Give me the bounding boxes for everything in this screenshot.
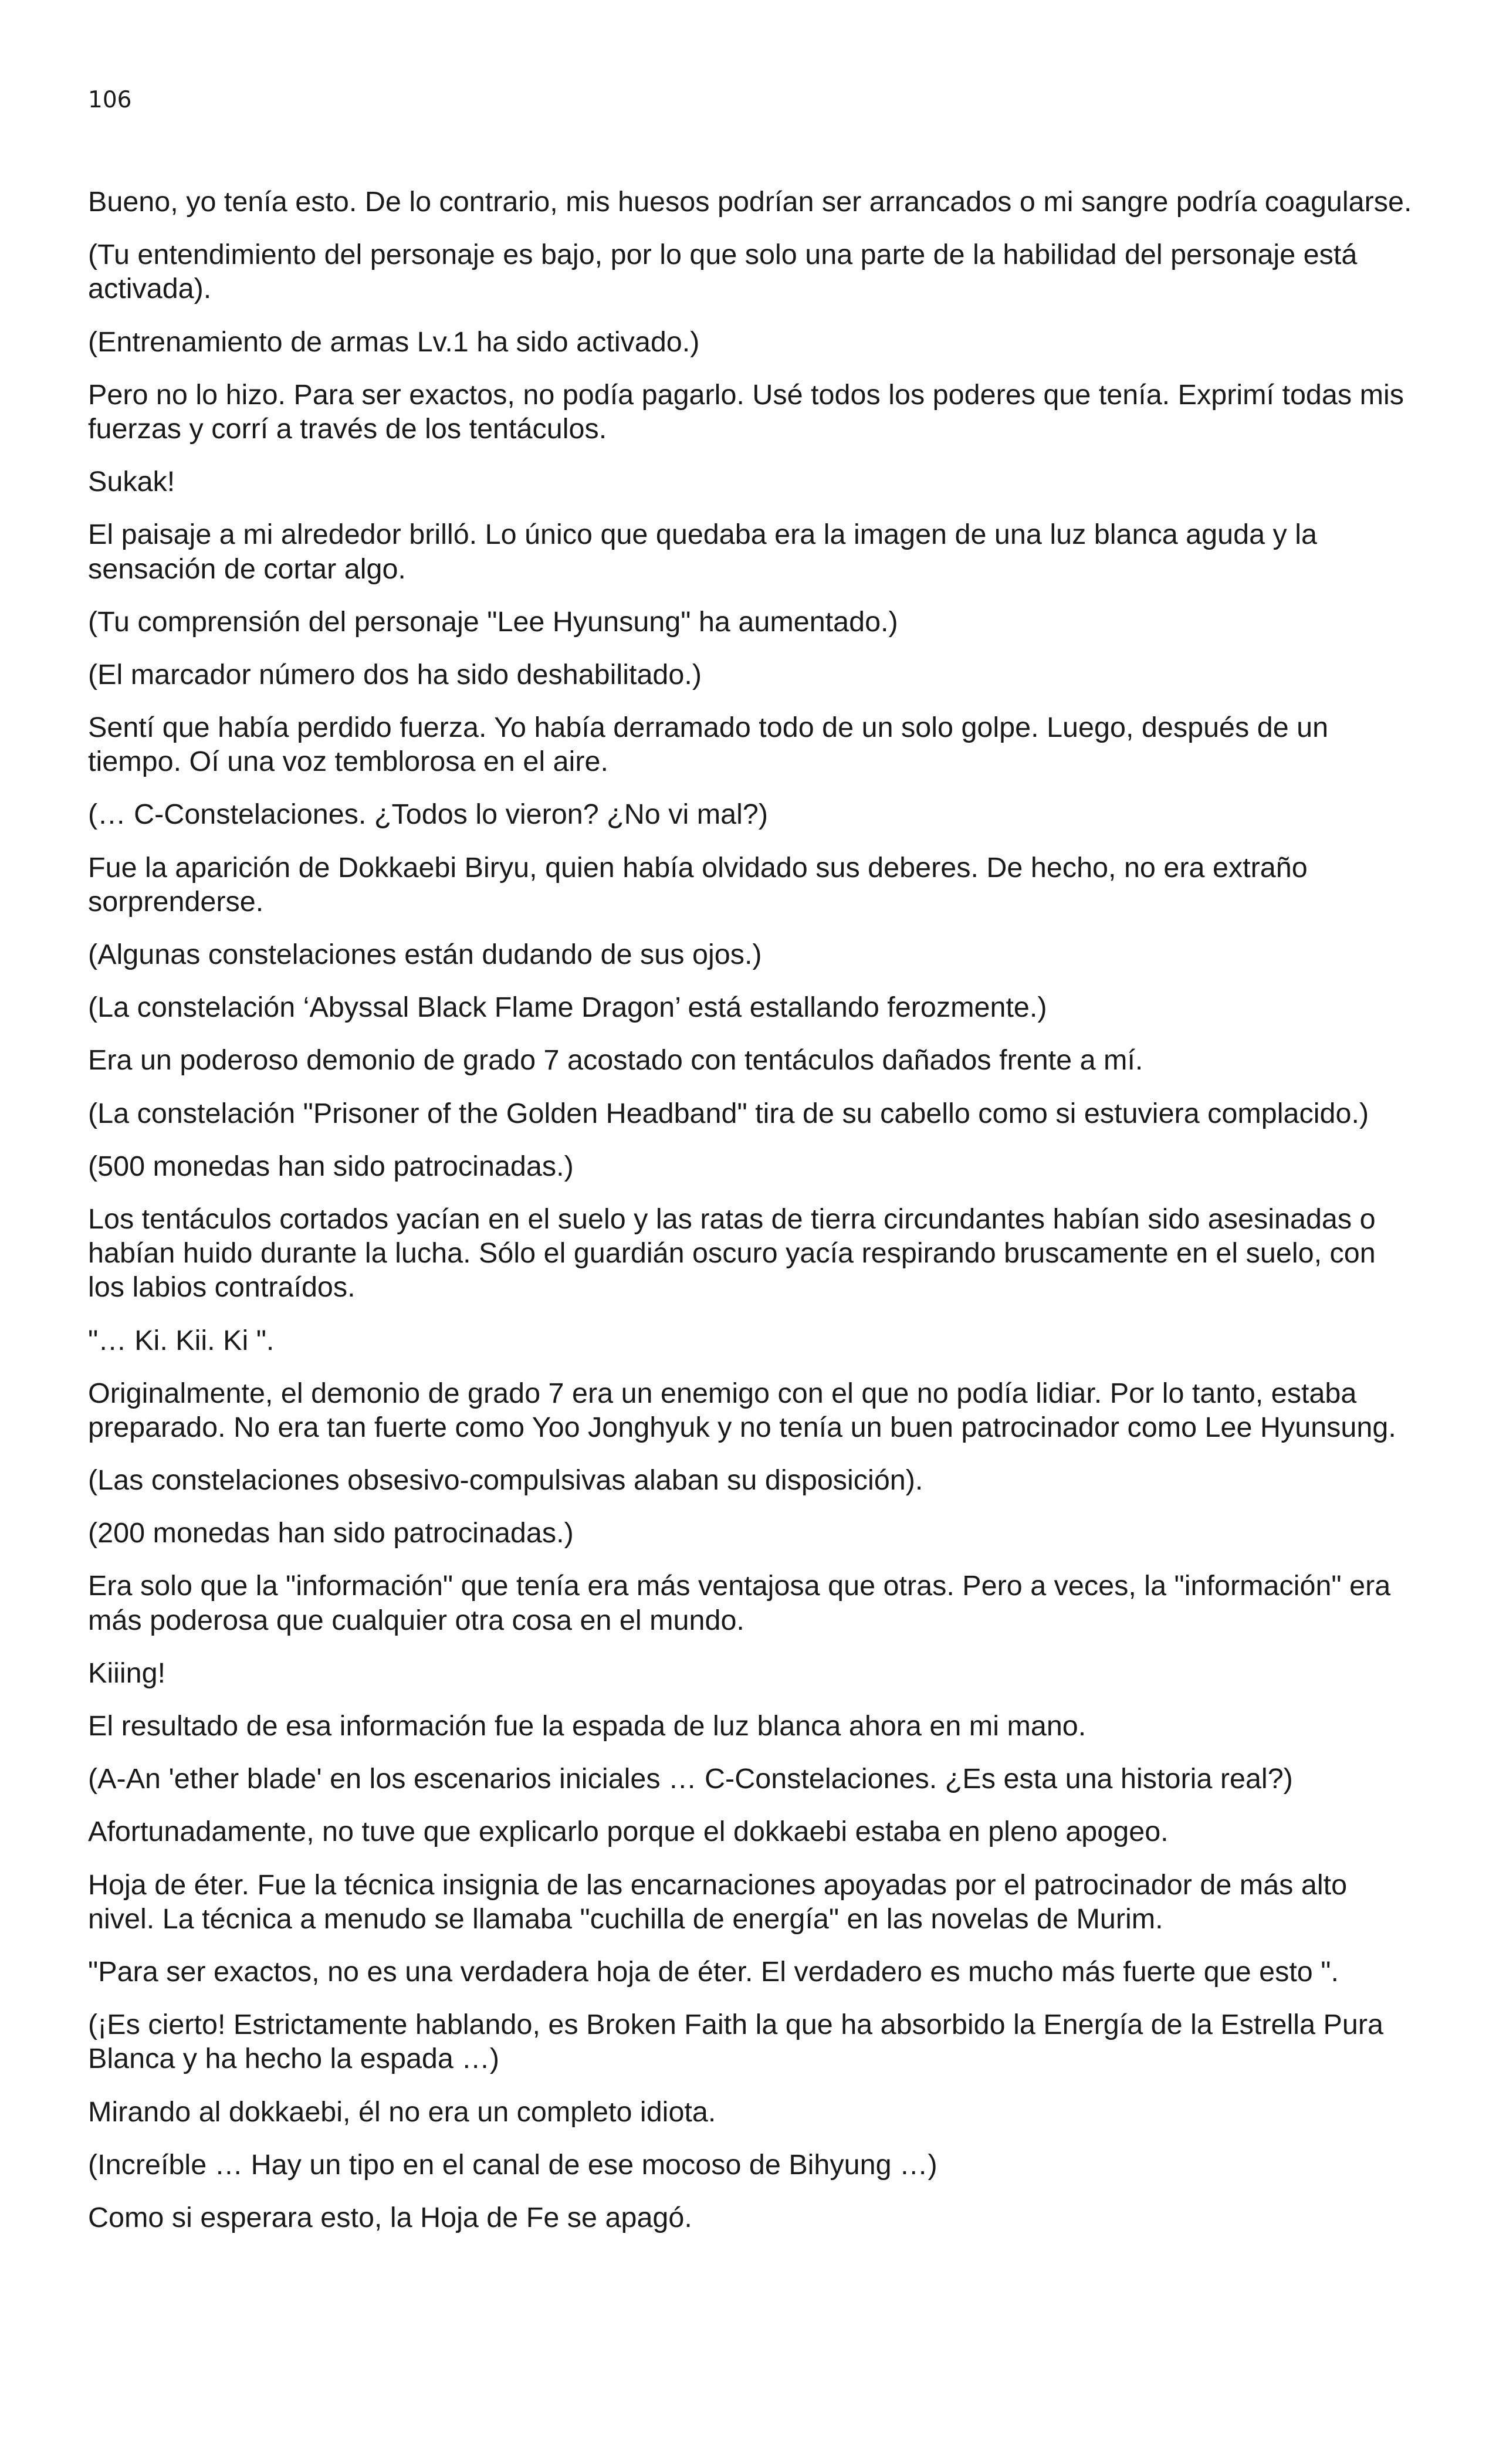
page-body [88,185,1417,2253]
page-number: 106 [88,87,132,113]
paragraph: Sukak! [88,466,175,498]
paragraph: Bueno, yo tenía esto. De lo contrario, mis huesos podrían ser arrancados o mi sangre podría coagularse. [88,186,1412,218]
paragraph: Originalmente, el demonio de grado 7 era un enemigo con el que no podía lidiar. Por lo tanto, estaba preparado. No era tan fuerte como Yoo Jonghyuk y no tenía un buen patrocinador como Lee Hyunsung. [88,1377,1396,1443]
paragraph: (Las constelaciones obsesivo-compulsivas alaban su disposición). [88,1464,923,1497]
paragraph: Fue la aparición de Dokkaebi Biryu, quien había olvidado sus deberes. De hecho, no era extraño sorprenderse. [88,851,1308,918]
paragraph: Era solo que la "información" que tenía era más ventajosa que otras. Pero a veces, la "información" era más poderosa que cualquier otra cosa en el mundo. [88,1570,1391,1636]
paragraph: "Para ser exactos, no es una verdadera hoja de éter. El verdadero es mucho más fuerte que esto ". [88,1955,1339,1988]
paragraph: Sentí que había perdido fuerza. Yo había derramado todo de un solo golpe. Luego, después de un tiempo. Oí una voz temblorosa en el aire. [88,712,1329,778]
paragraph: (El marcador número dos ha sido deshabilitado.) [88,658,702,691]
paragraph: Pero no lo hizo. Para ser exactos, no podía pagarlo. Usé todos los poderes que tenía. Exprimí todas mis fuerzas y corrí a través de los tentáculos. [88,378,1404,445]
paragraph: (La constelación "Prisoner of the Golden Headband" tira de su cabello como si estuviera complacido.) [88,1097,1369,1129]
paragraph: (Entrenamiento de armas Lv.1 ha sido activado.) [88,326,700,358]
paragraph: (Tu comprensión del personaje "Lee Hyunsung" ha aumentado.) [88,605,898,638]
paragraph: Afortunadamente, no tuve que explicarlo porque el dokkaebi estaba en pleno apogeo. [88,1816,1169,1848]
paragraph: Como si esperara esto, la Hoja de Fe se apagó. [88,2201,692,2233]
paragraph: Era un poderoso demonio de grado 7 acostado con tentáculos dañados frente a mí. [88,1044,1143,1077]
paragraph: (… C-Constelaciones. ¿Todos lo vieron? ¿No vi mal?) [88,798,769,831]
paragraph: Kiiing! [88,1657,166,1689]
paragraph: El paisaje a mi alrededor brilló. Lo único que quedaba era la imagen de una luz blanca aguda y la sensación de cortar algo. [88,519,1317,585]
paragraph: Mirando al dokkaebi, él no era un completo idiota. [88,2096,716,2128]
paragraph: (A-An 'ether blade' en los escenarios iniciales … C-Constelaciones. ¿Es esta una historia real?) [88,1763,1293,1795]
paragraph: Hoja de éter. Fue la técnica insignia de las encarnaciones apoyadas por el patrocinador de más alto nivel. La técnica a menudo se llamaba "cuchilla de energía" en las novelas de Murim. [88,1869,1348,1935]
paragraph: (Increíble … Hay un tipo en el canal de ese mocoso de Bihyung …) [88,2148,937,2181]
paragraph: Los tentáculos cortados yacían en el suelo y las ratas de tierra circundantes habían sido asesinadas o habían huido durante la lucha. Sólo el guardián oscuro yacía respirando bruscamente en el suelo, con los labios contraídos. [88,1203,1376,1304]
paragraph: (200 monedas han sido patrocinadas.) [88,1517,574,1549]
paragraph: (La constelación ‘Abyssal Black Flame Dragon’ está estallando ferozmente.) [88,991,1047,1024]
paragraph: (Tu entendimiento del personaje es bajo, por lo que solo una parte de la habilidad del personaje está activada). [88,239,1358,305]
paragraph: (¡Es cierto! Estrictamente hablando, es Broken Faith la que ha absorbido la Energía de la Estrella Pura Blanca y ha hecho la espada …) [88,2009,1383,2075]
paragraph: (500 monedas han sido patrocinadas.) [88,1150,574,1182]
paragraph: "… Ki. Kii. Ki ". [88,1324,275,1356]
paragraph: (Algunas constelaciones están dudando de sus ojos.) [88,939,762,970]
paragraph: El resultado de esa información fue la espada de luz blanca ahora en mi mano. [88,1710,1087,1742]
